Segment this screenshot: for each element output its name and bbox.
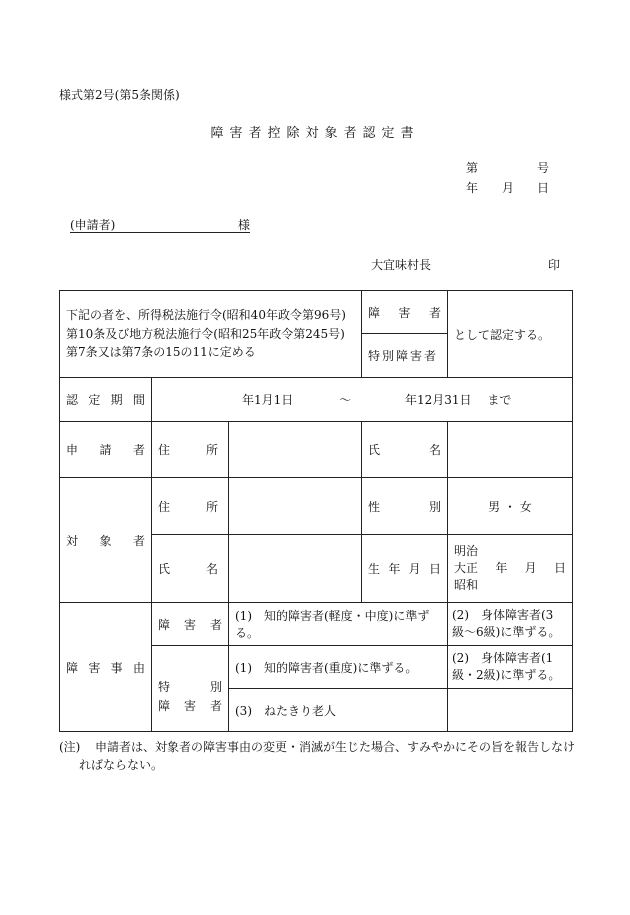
era-showa: 昭和 [454,578,479,592]
subject-label: 対 象 者 [60,478,152,603]
date-year: 年 [466,181,479,195]
addressee-line [70,216,250,233]
applicant-name-label: 氏 名 [362,422,448,478]
reason-r1[interactable]: (1) 知的障害者(軽度・中度)に準ずる。 [229,603,448,646]
date-day: 日 [537,181,550,195]
subject-birth-field[interactable]: 明治 大正 年 月 日 昭和 [448,535,573,603]
period-label: 認 定 期 間 [60,378,152,422]
subject-gender-label: 性 別 [362,478,448,535]
era-taisho: 大正 [454,561,479,575]
note-label: (注) [59,740,81,754]
reason-label: 障 害 事 由 [60,603,152,732]
addressee-label: (申請者) [70,218,116,232]
applicant-address-label: 住 所 [152,422,229,478]
subject-name-label: 氏 名 [152,535,229,603]
applicant-address-field[interactable] [229,422,362,478]
subject-address-label: 住 所 [152,478,229,535]
form-number: 様式第2号(第5条関係) [59,88,180,102]
era-meiji: 明治 [454,544,479,558]
intro-text: 下記の者を、所得税法施行令(昭和40年政令第96号)第10条及び地方税法施行令(昭和25年政令第245号)第7条又は第7条の15の11に定める [60,291,362,378]
intro-result: として認定する。 [448,291,573,378]
period-tilde: 〜 [339,393,352,407]
reason-s1[interactable]: (1) 知的障害者(重度)に準ずる。 [229,646,448,689]
reason-s2[interactable]: (2) 身体障害者(1級・2級)に準ずる。 [448,646,573,689]
reason-shogaisha-label: 障 害 者 [152,603,229,646]
certificate-table [59,290,573,732]
addressee-sama: 様 [237,218,250,232]
subject-gender-value[interactable]: 男 ・ 女 [448,478,573,535]
period-value [152,378,573,422]
number-dai: 第 [466,161,479,175]
applicant-label: 申 請 者 [60,422,152,478]
number-go: 号 [537,161,550,175]
reason-tokubetsu-label: 特 別 障 害 者 [152,646,229,732]
reason-r2[interactable]: (2) 身体障害者(3級〜6級)に準ずる。 [448,603,573,646]
reason-s3[interactable]: (3) ねたきり老人 [229,689,448,732]
period-made: まで [487,393,512,407]
reason-s3-blank [448,689,573,732]
period-start: 年1月1日 [242,393,294,407]
page-title: 障害者控除対象者認定書 [210,126,420,141]
seal-mark: 印 [548,258,561,272]
note-text-1: 申請者は、対象者の障害事由の変更・消滅が生じた場合、すみやかにその旨を報告しなけ [95,740,576,754]
period-end: 年12月31日 [404,393,472,407]
applicant-name-field[interactable] [448,422,573,478]
subject-name-field[interactable] [229,535,362,603]
note-text-2: ればならない。 [79,758,164,772]
date-month: 月 [502,181,515,195]
subject-birth-label: 生 年 月 日 [362,535,448,603]
option-shogaisha: 障 害 者 [362,291,448,334]
subject-address-field[interactable] [229,478,362,535]
option-tokubetsu: 特別障害者 [362,334,448,378]
issuer-name: 大宜味村長 [371,258,432,272]
